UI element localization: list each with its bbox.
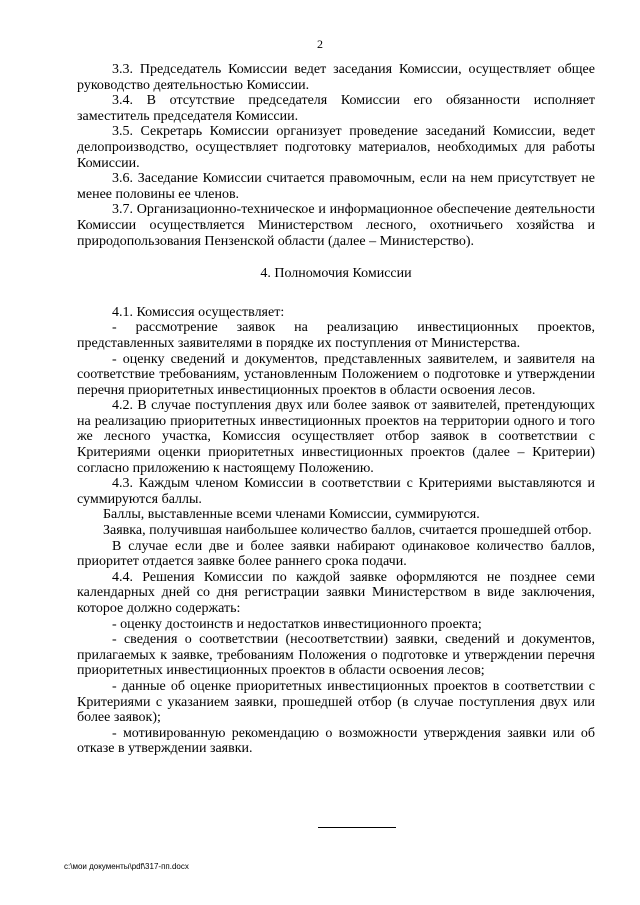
list-item: - мотивированную рекомендацию о возможности утверждения заявки или об отказе в утверждении заявки. [77,725,595,757]
paragraph-3-3: 3.3. Председатель Комиссии ведет заседания Комиссии, осуществляет общее руководство деятельностью Комиссии. [77,62,595,93]
separator-line [318,827,396,828]
paragraph-3-4: 3.4. В отсутствие председателя Комиссии его обязанности исполняет заместитель председателя Комиссии. [77,93,595,124]
list-item: - оценку сведений и документов, представленных заявителем, и заявителя на соответствие требованиям, установленным Положением о подготовке и утверждении перечня приоритетных инвестиционных проектов в области освоения лесов. [77,351,595,398]
paragraph: Заявка, получившая наибольшее количество баллов, считается прошедшей отбор. [103,523,592,539]
document-body [77,62,595,757]
section-heading: 4. Полномочия Комиссии [260,266,412,282]
footer-file-path: c:\мои документы\pdf\317-пп.docx [64,862,189,871]
list-item: - рассмотрение заявок на реализацию инвестиционных проектов, представленных заявителями в порядке их поступления от Министерства. [77,320,595,351]
paragraph: Баллы, выставленные всеми членами Комиссии, суммируются. [103,507,480,523]
paragraph-3-5: 3.5. Секретарь Комиссии организует проведение заседаний Комиссии, ведет делопроизводство, осуществляет подготовку материалов, необходимых для работы Комиссии. [77,124,595,171]
paragraph-3-7: 3.7. Организационно-техническое и информационное обеспечение деятельности Комиссии осуществляется Министерством лесного, охотничьего хозяйства и природопользования Пензенской области (далее – Министерство). [77,202,595,249]
paragraph: В случае если две и более заявки набирают одинаковое количество баллов, приоритет отдается заявке более раннего срока подачи. [77,538,595,570]
page-number: 2 [317,37,323,51]
list-item: - данные об оценке приоритетных инвестиционных проектов в соответствии с Критериями с указанием заявки, прошедшей отбор (в случае поступления двух или более заявок); [77,678,595,726]
paragraph-4-4: 4.4. Решения Комиссии по каждой заявке оформляются не позднее семи календарных дней со дня регистрации заявки Министерством в виде заключения, которое должно содержать: [77,569,595,616]
paragraph-3-6: 3.6. Заседание Комиссии считается правомочным, если на нем присутствует не менее половины ее членов. [77,171,595,202]
list-item: - оценку достоинств и недостатков инвестиционного проекта; [112,616,482,632]
paragraph-4-2: 4.2. В случае поступления двух или более заявок от заявителей, претендующих на реализацию приоритетных инвестиционных проектов на территории одного и того же лесного участка, Комиссия осуществляет отбор заявок в соответствии с Критериями оценки приоритетных инвестиционных проектов (далее – Критерии) согласно приложению к настоящему Положению. [77,398,595,476]
list-item: - сведения о соответствии (несоответствии) заявки, сведений и документов, прилагаемых к заявке, требованиям Положения о подготовке и утверждении перечня приоритетных инвестиционных проектов в области освоения лесов; [77,632,595,679]
paragraph-4-3: 4.3. Каждым членом Комиссии в соответствии с Критериями выставляются и суммируются баллы. [77,476,595,507]
paragraph-4-1: 4.1. Комиссия осуществляет: [112,304,285,320]
